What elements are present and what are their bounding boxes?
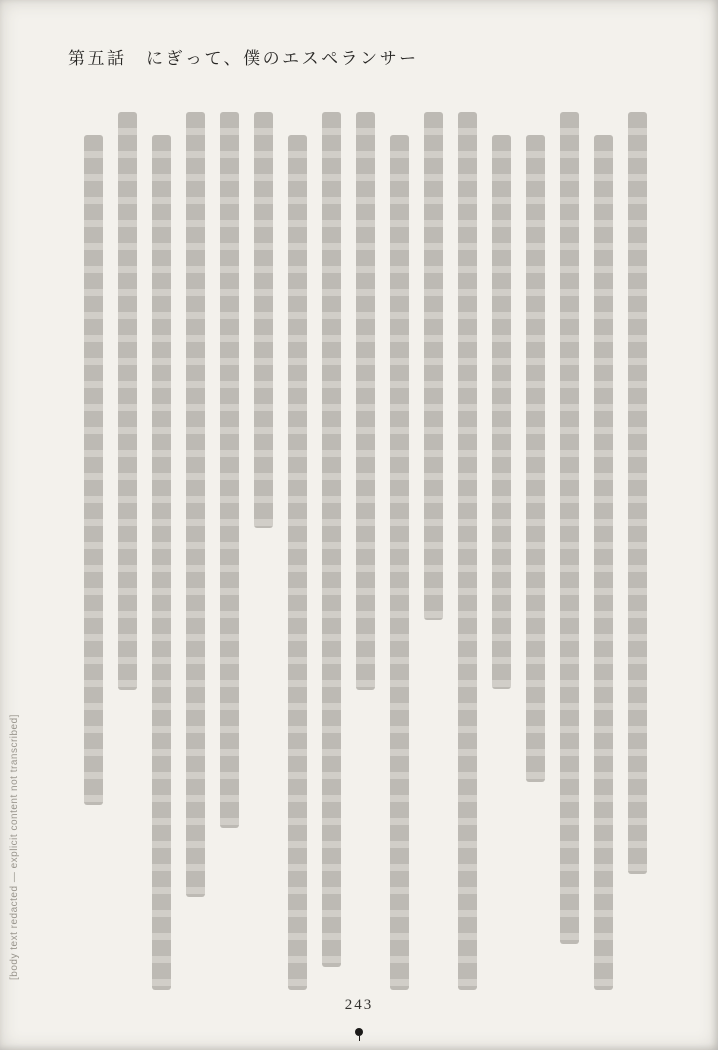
text-column-narration bbox=[558, 112, 580, 992]
redacted-text-run bbox=[84, 135, 103, 805]
redacted-text-run bbox=[424, 112, 443, 620]
text-column-dialogue bbox=[218, 112, 240, 992]
redacted-text-run bbox=[288, 135, 307, 990]
redaction-note: [body text redacted — explicit content not transcribed] bbox=[9, 714, 20, 980]
redacted-text-run bbox=[492, 135, 511, 689]
text-column-dialogue bbox=[320, 112, 342, 992]
redacted-text-run bbox=[220, 112, 239, 828]
redacted-text-run bbox=[594, 135, 613, 990]
text-column-narration bbox=[116, 112, 138, 992]
text-column-sfx bbox=[524, 112, 546, 992]
text-column-narration bbox=[388, 112, 410, 992]
text-column-group bbox=[82, 112, 648, 992]
redacted-text-run bbox=[526, 135, 545, 782]
redacted-text-run bbox=[560, 112, 579, 944]
redacted-text-run bbox=[458, 112, 477, 990]
text-column-narration bbox=[490, 112, 512, 992]
chapter-header: 第五話 にぎって、僕のエスペランサー bbox=[68, 49, 419, 68]
redacted-text-run bbox=[628, 112, 647, 874]
page-number: 243 bbox=[344, 997, 374, 1013]
text-column-dialogue bbox=[626, 112, 648, 992]
redacted-text-run bbox=[390, 135, 409, 990]
redacted-text-run bbox=[186, 112, 205, 897]
text-column-narration bbox=[286, 112, 308, 992]
text-column-dialogue bbox=[184, 112, 206, 992]
text-column-narration bbox=[82, 112, 104, 992]
dot-ornament-icon bbox=[355, 1028, 363, 1036]
redacted-text-run bbox=[356, 112, 375, 690]
redacted-text-run bbox=[254, 112, 273, 528]
text-column-narration bbox=[252, 112, 274, 992]
text-column-dialogue bbox=[456, 112, 478, 992]
text-column-narration bbox=[592, 112, 614, 992]
redacted-text-run bbox=[152, 135, 171, 990]
redacted-text-run bbox=[118, 112, 137, 690]
text-column-narration bbox=[150, 112, 172, 992]
text-column-dialogue bbox=[422, 112, 444, 992]
redacted-text-run bbox=[322, 112, 341, 967]
text-column-narration bbox=[354, 112, 376, 992]
